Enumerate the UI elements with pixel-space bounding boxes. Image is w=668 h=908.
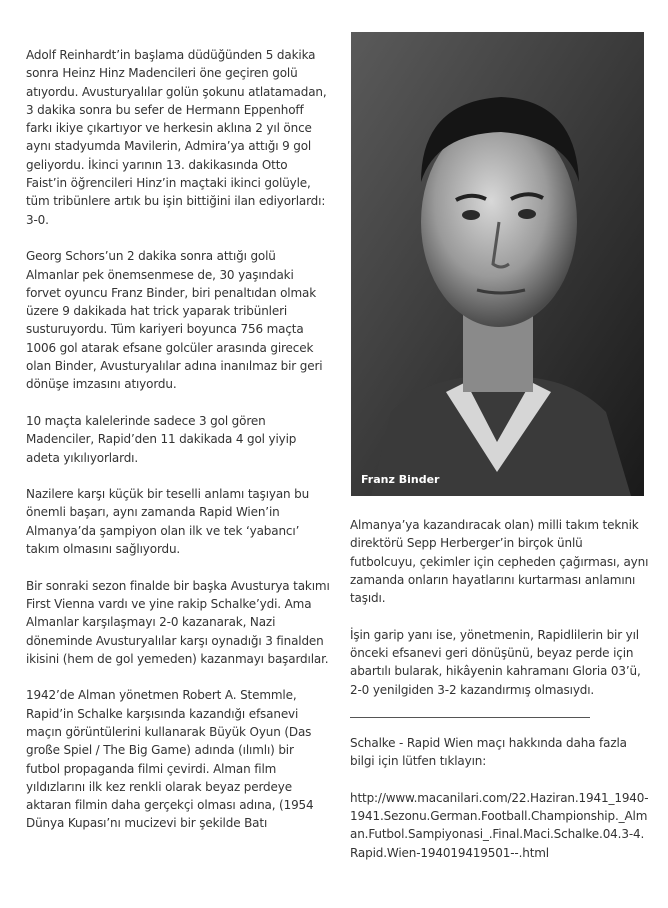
paragraph-herberger: Almanya’ya kazandıracak olan) milli takım teknik direktörü Sepp Herberger’in birçok ünlü futbolcuyu, çekimler için cepheden çağırması, aynı zamanda onların hayatlarını kurtarması anlamını taşıdı. [350,518,649,606]
paragraph-irony: İşin garip yanı ise, yönetmenin, Rapidlilerin bir yıl önceki efsanevi geri dönüşünü, beyaz perde için abartılı bularak, hikâyenin kahramanı Gloria 03’ü, 2-0 yenilgiden 3-2 kazandırmış olmasıydı. [350,627,641,697]
match-link[interactable]: http://www.macanilari.com/22.Haziran.1941_1940-1941.Sezonu.German.Football.Championship._Alman.Futbol.Sampiyonasi_.Final.Maci.Schalke.04.3-4.Rapid.Wien-194019419501--.html [350,790,649,860]
paragraph-nazi-consolation: Nazilere karşı küçük bir teselli anlamı taşıyan bu önemli başarı, aynı zamanda Rapid Wien’in Almanya’da şampiyon olan ilk ve tek ‘yabancı’ takım olmasını sağlıyordu. [26,487,310,557]
photo-caption: Franz Binder [361,473,440,486]
right-column [350,516,650,862]
paragraph-film: 1942’de Alman yönetmen Robert A. Stemmle, Rapid’in Schalke karşısında kazandığı efsanevi maçın görüntülerini kullanarak Büyük Oyun (Das große Spiel / The Big Game) adında (ılımlı) bir futbol propaganda filmi çevirdi. Alman film yıldızlarını ilk kez renkli olarak beyaz perdeye aktaran filmin daha gerçekçi olması adına, (1954 Dünya Kupası’nı mucizevi bir şekilde Batı [26,688,314,831]
more-info-text: Schalke - Rapid Wien maçı hakkında daha fazla bilgi için lütfen tıklayın: [350,735,627,769]
franz-binder-photo [351,32,644,496]
paragraph-binder-hattrick: Georg Schors’un 2 dakika sonra attığı golü Almanlar pek önemsenmese de, 30 yaşındaki forvet oyuncu Franz Binder, biri penaltıdan olmak üzere 9 dakikada hat trick yaparak tribünleri susturuyordu. Tüm kariyeri boyunca 756 maçta 1006 gol atarak efsane golcüler arasında girecek olan Binder, Avusturyalılar adına inanılmaz bir geri dönüşe imzasını atıyordu. [26,249,323,392]
portrait-photo-icon [351,32,644,496]
paragraph-next-season: Bir sonraki sezon finalde bir başka Avusturya takımı First Vienna vardı ve yine rakip Schalke’ydi. Ama Almanlar karşılaşmayı 2-0 kazanarak, Nazi döneminde Avusturyalılar karşı oynadığı 3 finalden ikisini (hem de gol yemeden) kazanmayı başardılar. [26,578,330,666]
left-column [26,46,330,833]
divider [350,717,590,718]
paragraph-madenciler: 10 maçta kalelerinde sadece 3 gol gören Madenciler, Rapid’den 11 dakikada 4 gol yiyip adeta yıkılıyorlardı. [26,413,297,465]
paragraph-match-start: Adolf Reinhardt’in başlama düdüğünden 5 dakika sonra Heinz Hinz Madencileri öne geçiren golü atıyordu. Avusturyalılar golün şokunu atlatamadan, 3 dakika sonra bu sefer de Hermann Eppenhoff farkı ikiye çıkartıyor ve herkesin aklına 2 yıl önce aynı stadyumda Mavilerin, Admira’ya attığı 9 gol geliyordu. İkinci yarının 13. dakikasında Otto Faist’in öğrencileri Hinz’in maçtaki ikinci golüyle, tüm tribünlere artık bu işin bittiğini ilan ediyorlardı: 3-0. [26,48,327,227]
